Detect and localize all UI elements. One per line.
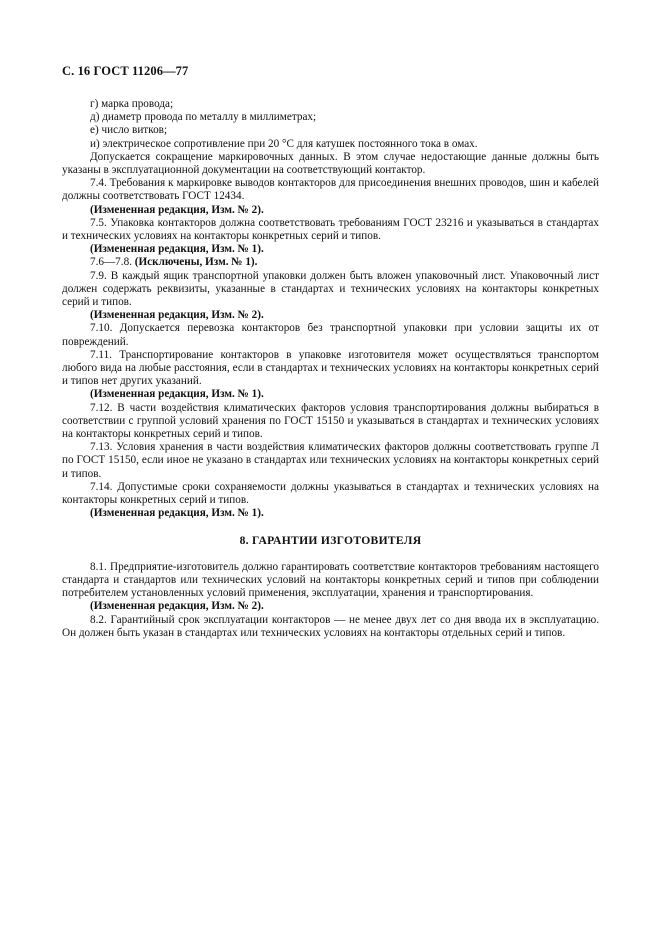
clause-7-9: 7.9. В каждый ящик транспортной упаковки должен быть вложен упаковочный лист. Упаковочный лист должен содержать реквизиты, указанные в стандартах и технических условиях на контакторы конкретных серий и типов. — [62, 269, 599, 309]
amendment-note: (Измененная редакция, Изм. № 1). — [90, 388, 264, 401]
amendment-note: (Измененная редакция, Изм. № 1). — [90, 507, 264, 520]
clause-7-5: 7.5. Упаковка контакторов должна соответствовать требованиям ГОСТ 23216 и указываться в стандартах и технических условиях на контакторы конкретных серий и типов. — [62, 216, 599, 243]
list-item-i: и) электрическое сопротивление при 20 °С для катушек постоянного тока в омах. — [90, 137, 478, 150]
list-item-d: д) диаметр провода по металлу в миллиметрах; — [90, 111, 317, 124]
clause-7-11: 7.11. Транспортирование контакторов в упаковке изготовителя может осуществляться транспортом любого вида на любые расстояния, если в стандартах и технических условиях на контакторы конкретных серий и типов нет других указаний. — [62, 348, 599, 388]
clause-7-13: 7.13. Условия хранения в части воздействия климатических факторов должны соответствовать группе Л по ГОСТ 15150, если иное не указано в стандартах или технических условиях на контакторы конкретных серий и типов. — [62, 441, 599, 480]
document-body — [62, 98, 599, 640]
amendment-note: (Измененная редакция, Изм. № 2). — [90, 600, 264, 613]
section-heading: 8. ГАРАНТИИ ИЗГОТОВИТЕЛЯ — [239, 533, 422, 547]
amendment-note: (Измененная редакция, Изм. № 2). — [90, 203, 264, 216]
list-item-e: е) число витков; — [90, 124, 168, 137]
clause-7-6-7-8 — [62, 256, 599, 269]
clause-7-4: 7.4. Требования к маркировке выводов контакторов для присоединения внешних проводов, шин и кабелей должны соответствовать ГОСТ 12434. — [62, 177, 599, 203]
clause-7-12: 7.12. В части воздействия климатических факторов условия транспортирования должны выбираться в соответствии с группой условий хранения по ГОСТ 15150 и указываться в стандартах и технических условиях на контакторы конкретных серий и типов. — [62, 401, 599, 441]
amendment-note: (Измененная редакция, Изм. № 1). — [90, 243, 264, 256]
clause-8-1: 8.1. Предприятие-изготовитель должно гарантировать соответствие контакторов требованиям настоящего стандарта и стандартов или технических условий на контакторы конкретных серий и типов при соблюдении потребителем установленных условий применения, эксплуатации, хранения и транспортирования. — [62, 560, 599, 600]
clause-number: 7.6—7.8. — [90, 256, 132, 269]
clause-8-2: 8.2. Гарантийный срок эксплуатации контакторов — не менее двух лет со дня ввода их в эксплуатацию. Он должен быть указан в стандартах или технических условиях на контакторы отдельных серий и типов. — [62, 613, 599, 639]
page-header: С. 16 ГОСТ 11206—77 — [62, 64, 189, 78]
clause-7-10: 7.10. Допускается перевозка контакторов без транспортной упаковки при условии защиты их от повреждений. — [62, 322, 599, 348]
clause-7-14: 7.14. Допустимые сроки сохраняемости должны указываться в стандартах и технических условиях на контакторы конкретных серий и типов. — [62, 480, 599, 507]
list-item-g: г) марка провода; — [90, 98, 174, 110]
amendment-note: (Измененная редакция, Изм. № 2). — [90, 309, 264, 322]
paragraph-abbreviation: Допускается сокращение маркировочных данных. В этом случае недостающие данные должны быть указаны в эксплуатационной документации на соответствующий контактор. — [62, 150, 599, 177]
excluded-note: (Исключены, Изм. № 1). — [134, 256, 258, 269]
